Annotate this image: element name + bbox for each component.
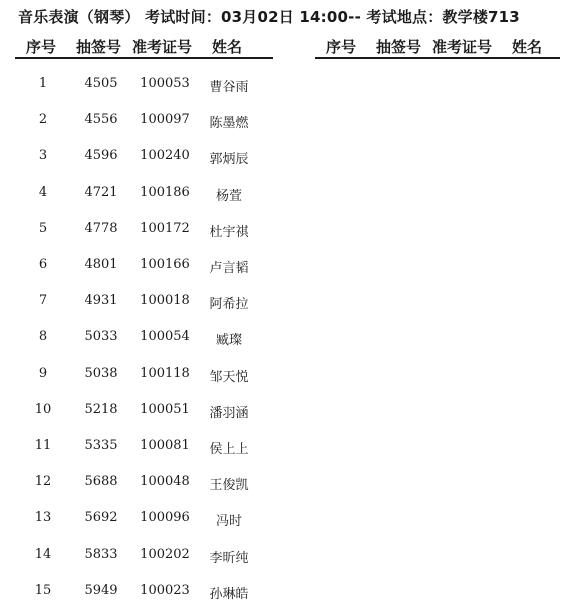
draw-number-cell: 4931 [84,293,118,308]
seq-cell: 2 [38,112,48,127]
seq-cell: 9 [38,366,48,381]
exam-number-cell: 100172 [140,221,190,236]
seq-cell: 4 [38,185,48,200]
header-name-right: 姓名 [512,38,543,56]
student-name-cell: 潘羽涵 [209,406,249,421]
exam-number-cell: 100118 [140,366,190,381]
draw-number-cell: 5949 [84,583,118,598]
draw-number-cell: 4505 [84,76,118,91]
header-draw-left: 抽签号 [76,38,122,56]
seq-cell: 6 [38,257,48,272]
student-name-cell: 孙琳皓 [209,587,249,602]
exam-number-cell: 100053 [140,76,190,91]
draw-number-cell: 5335 [84,438,118,453]
draw-number-cell: 4801 [84,257,118,272]
exam-number-cell: 100051 [140,402,190,417]
seq-cell: 8 [38,329,48,344]
header-exam-right: 准考证号 [432,38,493,56]
page-title: 音乐表演（钢琴） 考试时间：03月02日 14:00-- 考试地点：教学楼713 [18,8,520,26]
draw-number-cell: 4721 [84,185,118,200]
draw-number-cell: 5692 [84,510,118,525]
student-name-cell: 李昕纯 [209,551,249,566]
student-name-cell: 王俊凯 [209,478,249,493]
student-name-cell: 卢言韬 [209,261,249,276]
header-draw-right: 抽签号 [376,38,422,56]
student-name-cell: 臧璨 [215,333,242,348]
student-name-cell: 郭炳辰 [209,152,249,167]
header-rule-left [15,57,273,59]
draw-number-cell: 5833 [84,547,118,562]
student-name-cell: 邹天悦 [209,370,249,385]
draw-number-cell: 4778 [84,221,118,236]
seq-cell: 15 [34,583,52,598]
student-name-cell: 杜宇祺 [209,225,249,240]
draw-number-cell: 5038 [84,366,118,381]
seq-cell: 14 [34,547,52,562]
student-name-cell: 杨萓 [215,189,242,204]
header-seq-right: 序号 [326,38,357,56]
seq-cell: 12 [34,474,52,489]
exam-number-cell: 100166 [140,257,190,272]
seq-cell: 10 [34,402,52,417]
draw-number-cell: 5218 [84,402,118,417]
draw-number-cell: 4556 [84,112,118,127]
header-rule-right [315,57,560,59]
header-seq-left: 序号 [26,38,57,56]
student-name-cell: 冯时 [215,514,242,529]
exam-number-cell: 100023 [140,583,190,598]
draw-number-cell: 5688 [84,474,118,489]
seq-cell: 1 [38,76,48,91]
draw-number-cell: 5033 [84,329,118,344]
seq-cell: 5 [38,221,48,236]
seq-cell: 7 [38,293,48,308]
student-name-cell: 侯上上 [209,442,249,457]
exam-number-cell: 100054 [140,329,190,344]
exam-number-cell: 100202 [140,547,190,562]
exam-number-cell: 100018 [140,293,190,308]
draw-number-cell: 4596 [84,148,118,163]
exam-number-cell: 100240 [140,148,190,163]
student-name-cell: 阿希拉 [209,297,249,312]
seq-cell: 11 [34,438,52,453]
student-name-cell: 陈墨燃 [209,116,249,131]
exam-number-cell: 100096 [140,510,190,525]
header-exam-left: 准考证号 [132,38,193,56]
seq-cell: 3 [38,148,48,163]
exam-number-cell: 100097 [140,112,190,127]
exam-number-cell: 100186 [140,185,190,200]
exam-number-cell: 100081 [140,438,190,453]
header-name-left: 姓名 [212,38,243,56]
seq-cell: 13 [34,510,52,525]
exam-number-cell: 100048 [140,474,190,489]
student-name-cell: 曹谷雨 [209,80,249,95]
